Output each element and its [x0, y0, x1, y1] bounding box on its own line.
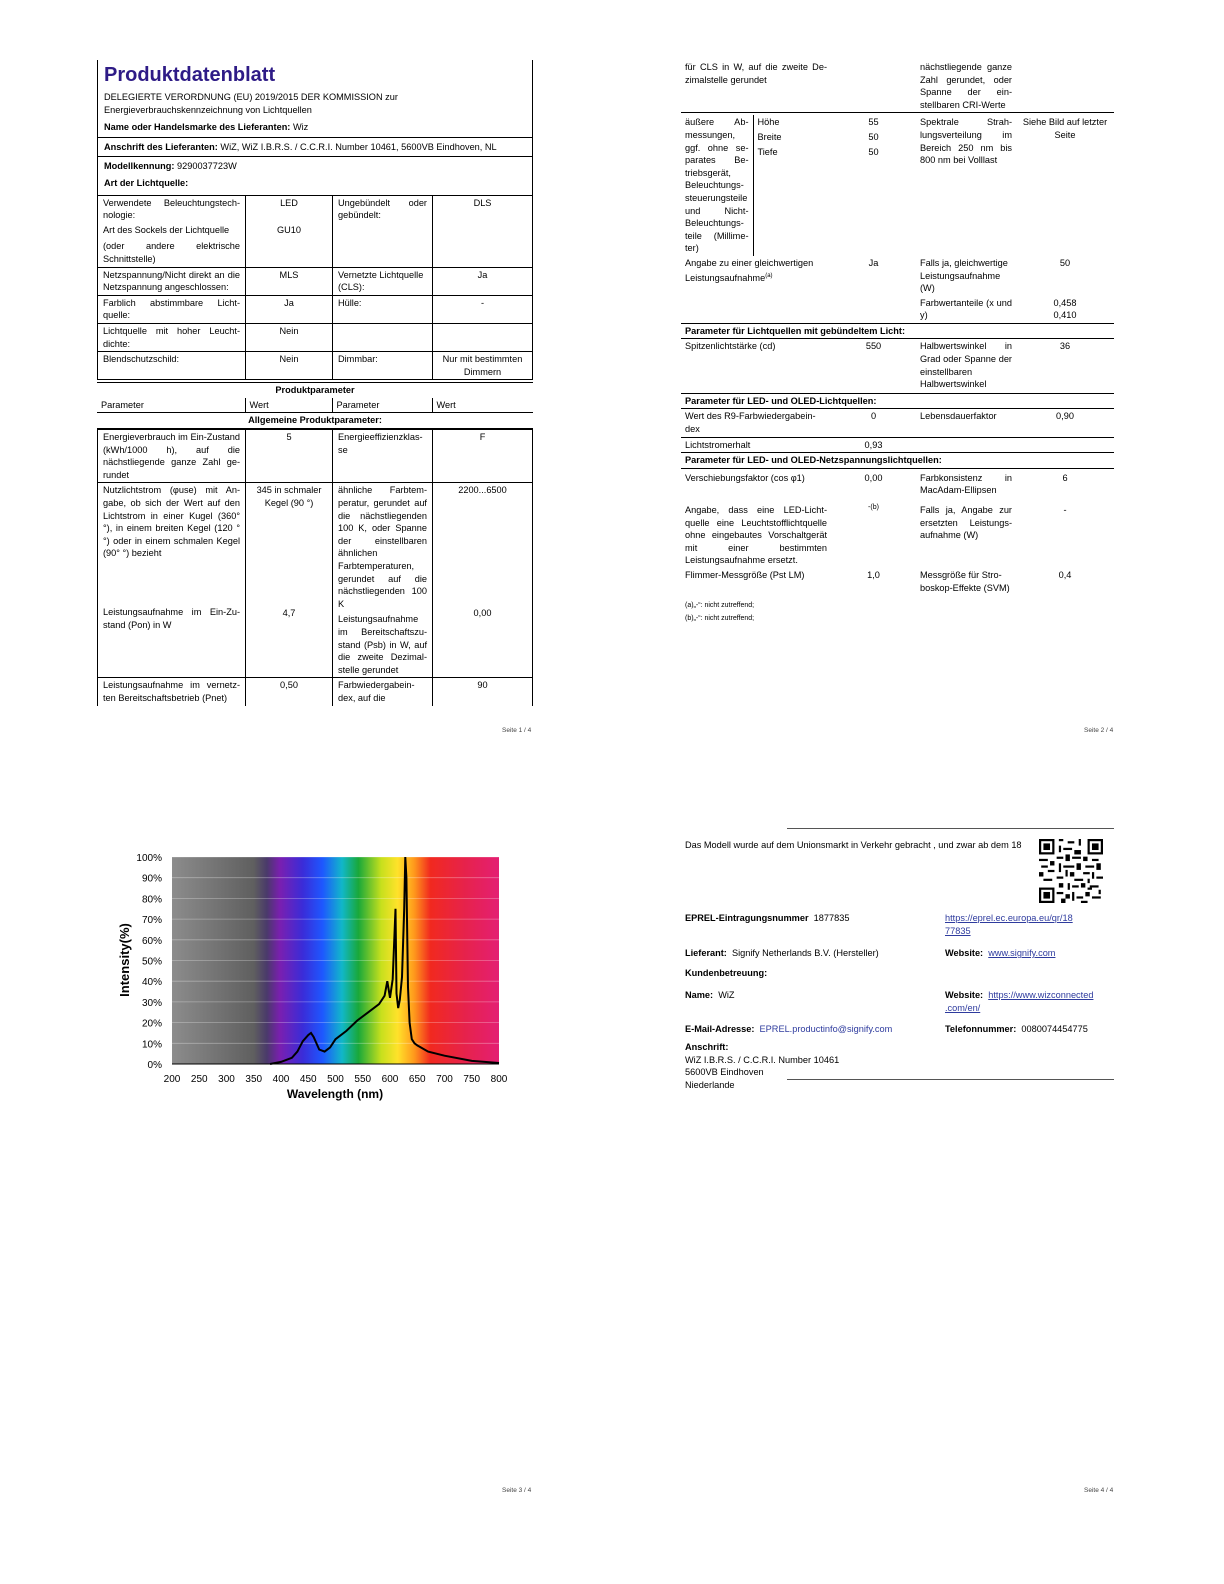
strobo-value: 0,4 [1058, 569, 1072, 580]
supplier-address-row [97, 137, 533, 157]
address-line-3: Niederlande [685, 1079, 735, 1090]
table-row [681, 60, 1114, 113]
eprel-link-cont[interactable]: 77835 [945, 925, 971, 936]
param-value: 90 [433, 678, 533, 706]
table-row [98, 323, 533, 351]
model-value: 9290037723W [177, 161, 237, 172]
light-type-table [97, 195, 533, 381]
x-tick-label: 700 [436, 1074, 453, 1085]
y-tick-label: 50% [141, 956, 162, 968]
contact-table [681, 911, 1114, 1093]
chroma-label: Farbwertanteile (x und y) [920, 297, 1012, 321]
param-value: 2200...6500 [458, 485, 507, 496]
address-line-1: WiZ I.B.R.S. / C.C.R.I. Number 10461 [685, 1054, 840, 1065]
param-value: Nur mit bestimmten Dimmern [433, 352, 533, 380]
param-label: Verwendete Beleuchtungstechnologie: [103, 197, 240, 221]
address-value: WiZ, WiZ I.B.R.S. / C.C.R.I. Number 10461, 5600VB Eindhoven, NL [220, 141, 497, 152]
param-label: für CLS in W, auf die zweite Dezimalstelle gerundet [681, 60, 831, 113]
website2-link-cont[interactable]: .com/en/ [945, 1002, 981, 1013]
page-number: Seite 4 / 4 [1084, 1487, 1114, 1494]
footnote-marker: (a) [765, 272, 773, 279]
address-line-2: 5600VB Eindhoven [685, 1067, 764, 1078]
supplier-name-label: Name oder Handelsmarke des Lieferanten: [104, 122, 291, 133]
qr-code-icon [1039, 839, 1103, 903]
table-row [97, 383, 533, 398]
param-value: GU10 [276, 225, 301, 236]
table-row [681, 498, 1114, 568]
table-row [681, 911, 1114, 938]
param-label: Ungebündelt oder gebündelt: [333, 195, 433, 267]
supplier-name-row [97, 117, 533, 137]
param-label: Leistungsaufnahme im Bereitschaftszustand (Psb) in W, auf die zweite Dezimalstelle gerundet [338, 614, 427, 675]
email-value[interactable]: EPREL.productinfo@signify.com [759, 1023, 893, 1034]
x-tick-label: 650 [408, 1074, 426, 1085]
replace-value: -(b) [868, 504, 879, 511]
supplier-value: Signify Netherlands B.V. (Hersteller) [731, 948, 879, 959]
table-row [681, 323, 1114, 339]
lumen-maint-value: 0,93 [864, 439, 883, 450]
y-tick-label: 0% [147, 1060, 162, 1071]
x-tick-label: 550 [354, 1074, 372, 1085]
lumen-maint-label: Lichtstromerhalt [685, 439, 751, 450]
param-value: DLS [433, 195, 533, 267]
survival-label: Lebensdauerfaktor [916, 409, 1016, 437]
page-1 [97, 60, 533, 706]
replace-power-value: - [1063, 505, 1067, 515]
colour-consistency-label: Farbkonsistenz in MacAdam-Ellipsen [920, 472, 1012, 496]
dim-name: Höhe [757, 117, 780, 128]
param-label: Dimmbar: [333, 352, 433, 380]
regulation-text: DELEGIERTE VERORDNUNG (EU) 2019/2015 DER KOMMISSION zur Energieverbrauchskennzeichnung von Lichtquellen [97, 90, 533, 117]
r9-label: Wert des R9-Farbwiedergabeindex [681, 409, 831, 437]
table-row [98, 295, 533, 323]
beam-label: Halbwertswinkel in Grad oder Spanne der einstellbaren Halbwertswinkel [916, 339, 1016, 393]
website2-link[interactable]: https://www.wizconnected [988, 990, 1094, 1001]
chroma-x-value: 0,458 [1053, 297, 1077, 308]
replace-power-label: Falls ja, Angabe zur ersetzten Leistungsaufnahme (W) [920, 505, 1012, 541]
table-row [681, 409, 1114, 437]
param-label: Leistungsaufnahme im vernetzten Bereitschaftsbetrieb (Pnet) [98, 678, 246, 706]
param-value: LED [280, 197, 298, 208]
dim-value: 50 [868, 131, 879, 142]
eprel-value: 1877835 [813, 913, 850, 923]
table-row [681, 393, 1114, 409]
product-params-table [97, 382, 533, 429]
table-row [681, 115, 1114, 256]
x-tick-label: 300 [218, 1074, 235, 1085]
param-label: Blendschutzschild: [98, 352, 246, 380]
equiv-value: Ja [868, 257, 879, 268]
peak-label: Spitzenlichtstärke (cd) [681, 339, 831, 393]
dim-value: 50 [868, 146, 879, 157]
column-header: Wert [436, 399, 456, 410]
y-axis-label: Intensity(%) [117, 923, 132, 997]
param-label: (oder andere elektrische Schnittstelle) [103, 241, 240, 264]
page-4 [681, 828, 1114, 1090]
equiv-power-value: 50 [1059, 257, 1071, 268]
y-tick-label: 40% [141, 977, 162, 989]
param-value: 4,7 [282, 607, 296, 618]
dim-name: Tiefe [757, 146, 778, 157]
model-row [97, 156, 533, 174]
page-2 [681, 60, 1114, 624]
param-value: 5 [246, 430, 333, 483]
table-row [681, 437, 1114, 453]
beam-value: 36 [1016, 339, 1114, 393]
market-text: Das Modell wurde auf dem Unionsmarkt in Verkehr gebracht , und zwar ab dem 18 [685, 840, 1022, 850]
param-label: Energieeffizienzklasse [333, 430, 433, 483]
y-tick-label: 20% [141, 1018, 162, 1030]
param-value: Ja [433, 267, 533, 295]
peak-value: 550 [831, 339, 916, 393]
mains-heading: Parameter für LED- und OLED-Netzspannungslichtquellen: [681, 453, 1114, 469]
replace-label: Angabe, dass eine LED-Lichtquelle eine Leuchtstofflichtquelle ohne eingebautes Vorschaltgerät mit einer bestimmten Leistungsaufnahme ersetzt. [685, 505, 827, 566]
website-label: Website: [945, 948, 984, 959]
param-label: Nutzlichtstrom (φuse) mit Angabe, ob sich der Wert auf den Lichtstrom in einer Kugel (360° °), in einem breiten Kegel (120 °°) oder in einem schmalen Kegel (90° °) bezieht [103, 485, 240, 559]
directional-heading: Parameter für Lichtquellen mit gebündeltem Licht: [681, 323, 1114, 339]
y-tick-label: 60% [141, 935, 162, 947]
page-title: Produktdatenblatt [97, 60, 533, 90]
bottom-rule [787, 1079, 1114, 1080]
table-row [97, 413, 533, 429]
general-params-heading: Allgemeine Produktparameter: [97, 413, 533, 429]
param-value: 0,00 [473, 608, 492, 619]
equivalent-power-table [681, 256, 1114, 595]
page-number: Seite 1 / 4 [502, 727, 532, 734]
param-label: Farbwiedergabeindex, auf die [333, 678, 433, 706]
param-value: - [433, 295, 533, 323]
param-label: Energieverbrauch im Ein-Zustand (kWh/1000 h), auf die nächstliegende ganze Zahl gerundet [98, 430, 246, 483]
x-tick-labels [164, 1074, 508, 1085]
param-value: 345 in schmaler Kegel (90 °) [256, 485, 322, 509]
table-row [98, 678, 533, 706]
flicker-label: Flimmer-Messgröße (Pst LM) [685, 569, 805, 580]
table-row [98, 483, 533, 678]
y-tick-label: 70% [141, 915, 162, 927]
x-tick-label: 800 [490, 1074, 508, 1085]
param-value: 0,50 [246, 678, 333, 706]
x-tick-label: 600 [381, 1074, 399, 1085]
table-row [681, 946, 1114, 961]
param-label: Vernetzte Lichtquelle (CLS): [333, 267, 433, 295]
product-params-heading: Produktparameter [97, 383, 533, 398]
table-row [98, 267, 533, 295]
param-label: nächstliegende ganze Zahl gerundet, oder Spanne der einstellbaren CRI-Werte [916, 60, 1016, 113]
phone-label: Telefonnummer: [945, 1023, 1017, 1034]
column-header: Wert [245, 398, 332, 413]
displacement-value: 0,00 [864, 472, 883, 483]
chroma-y-value: 0,410 [1053, 310, 1077, 321]
y-tick-labels [136, 853, 162, 1071]
table-row [98, 195, 533, 267]
param-value: MLS [246, 267, 333, 295]
support-label: Kundenbetreuung: [685, 967, 768, 978]
page-3 [100, 840, 540, 1114]
flicker-value: 1,0 [867, 569, 880, 580]
address-label: Anschrift: [685, 1042, 729, 1053]
equiv-label: Angabe zu einer gleichwertigen Leistungsaufnahme [685, 257, 814, 283]
x-tick-label: 200 [163, 1074, 181, 1085]
spectral-value: Siehe Bild auf letzter Seite [1022, 117, 1108, 140]
x-tick-label: 750 [463, 1074, 481, 1085]
y-tick-label: 30% [141, 997, 162, 1009]
param-label: Lichtquelle mit hoher Leuchtdichte: [98, 323, 246, 351]
table-row [681, 296, 1114, 324]
spectral-label: Spektrale Strahlungsverteilung im Bereich 250 nm bis 800 nm bei Volllast [920, 117, 1012, 166]
dims-label: äußere Abmessungen, ggf. ohne separates Betriebsgerät, Beleuchtungssteuerungsteile und Nicht-Beleuchtungsteile (Millimeter) [681, 115, 753, 256]
table-row [681, 966, 1114, 981]
param-label: Art des Sockels der Lichtquelle [103, 224, 230, 235]
dim-name: Breite [757, 131, 782, 142]
continued-table [681, 60, 1114, 113]
r9-value: 0 [831, 409, 916, 437]
displacement-label: Verschiebungsfaktor (cos φ1) [685, 472, 805, 483]
column-header: Parameter [97, 398, 245, 413]
y-tick-label: 80% [141, 894, 162, 906]
email-label: E-Mail-Adresse: [685, 1023, 755, 1034]
page-number: Seite 3 / 4 [502, 1487, 532, 1494]
light-type-heading: Art der Lichtquelle: [97, 174, 533, 195]
colour-consistency-value: 6 [1062, 472, 1068, 483]
x-axis-label: Wavelength (nm) [286, 1087, 384, 1101]
strobo-label: Messgröße für Stroboskop-Effekte (SVM) [920, 569, 1010, 593]
table-header-row [97, 398, 533, 413]
param-value: F [433, 430, 533, 483]
table-row [98, 352, 533, 380]
footnote-a: (a)„-“: nicht zutreffend; [685, 602, 755, 610]
table-row [681, 468, 1114, 498]
table-row [681, 1040, 1114, 1092]
column-header: Parameter [332, 398, 432, 413]
param-label: Farblich abstimmbare Lichtquelle: [98, 295, 246, 323]
general-params-table [97, 429, 533, 705]
dim-value: 55 [868, 117, 879, 128]
param-value: Nein [246, 352, 333, 380]
table-row [681, 339, 1114, 393]
table-row [681, 988, 1114, 1015]
param-value: Nein [246, 323, 333, 351]
website2-label: Website: [945, 990, 984, 1001]
param-label: Leistungsaufnahme im Ein-Zustand (Pon) in W [103, 607, 240, 630]
page-number: Seite 2 / 4 [1084, 727, 1114, 734]
y-tick-label: 90% [141, 873, 162, 885]
supplier-label: Lieferant: [685, 948, 727, 959]
survival-value: 0,90 [1016, 409, 1114, 437]
led-heading: Parameter für LED- und OLED-Lichtquellen: [681, 393, 1114, 409]
equiv-power-label: Falls ja, gleichwertige Leistungsaufnahme (W) [920, 257, 1008, 294]
spectrum-chart [100, 840, 520, 1110]
supplier-name-value: Wiz [292, 122, 309, 133]
eprel-link[interactable]: https://eprel.ec.europa.eu/qr/18 [945, 913, 1073, 923]
y-tick-label: 10% [141, 1039, 162, 1051]
table-row [681, 256, 1114, 296]
param-value: Ja [246, 295, 333, 323]
model-label: Modellkennung: [104, 161, 175, 172]
x-tick-label: 450 [299, 1074, 317, 1085]
x-tick-label: 500 [327, 1074, 344, 1085]
eprel-label: EPREL-Eintragungsnummer [685, 913, 809, 923]
table-row [681, 1022, 1114, 1037]
param-label: Hülle: [333, 295, 433, 323]
param-label: ähnliche Farbtemperatur, gerundet auf die nächstliegenden 100 K, oder Spanne der einstellbaren ähnlichen Farbtemperaturen, gerundet auf die nächstliegenden 100 K [338, 485, 427, 609]
name-label: Name: [685, 990, 714, 1001]
x-tick-label: 350 [245, 1074, 263, 1085]
x-tick-label: 400 [272, 1074, 290, 1085]
address-label: Anschrift des Lieferanten: [104, 141, 218, 152]
name-value: WiZ [718, 990, 735, 1001]
phone-value: 0080074454775 [1021, 1023, 1088, 1034]
dimensions-table [681, 115, 1114, 256]
param-label: Netzspannung/Nicht direkt an die Netzspannung angeschlossen: [98, 267, 246, 295]
table-row [681, 453, 1114, 469]
table-row [681, 568, 1114, 595]
website-link[interactable]: www.signify.com [988, 948, 1056, 959]
footnote-b: (b)„-“: nicht zutreffend; [685, 615, 755, 623]
y-tick-label: 100% [136, 853, 162, 864]
x-tick-label: 250 [190, 1074, 208, 1085]
table-row [98, 430, 533, 483]
